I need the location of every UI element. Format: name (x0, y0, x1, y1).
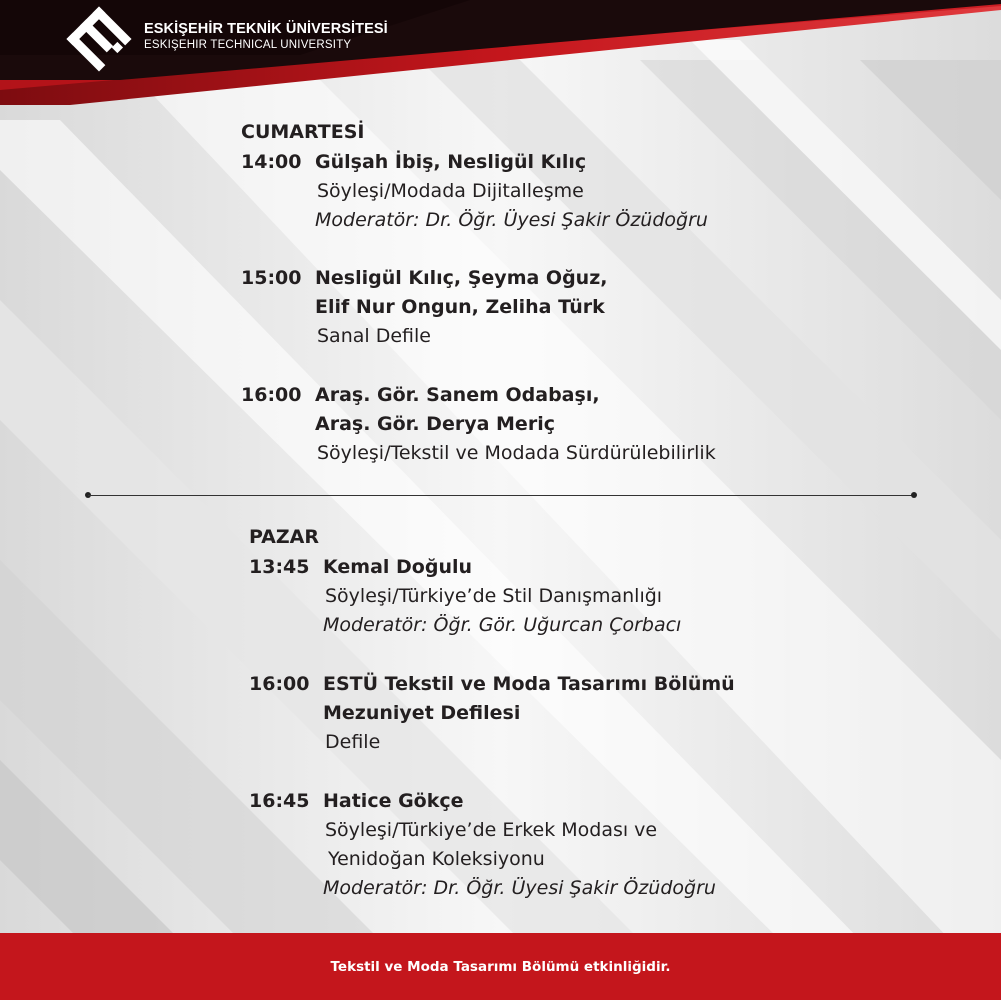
event-moderator: Moderatör: Dr. Öğr. Üyesi Şakir Özüdoğru (315, 209, 708, 231)
event-title: Yenidoğan Koleksiyonu (328, 848, 545, 870)
event-speakers: Elif Nur Ongun, Zeliha Türk (315, 296, 605, 318)
event-speakers: Araş. Gör. Derya Meriç (315, 413, 555, 435)
day-heading-sunday: PAZAR (249, 526, 319, 548)
event-title: Söyleşi/Modada Dijitalleşme (317, 180, 584, 202)
university-logo-icon (66, 6, 132, 72)
section-divider (88, 495, 914, 496)
event-speakers: Kemal Doğulu (323, 556, 473, 578)
event-speakers: ESTÜ Tekstil ve Moda Tasarımı Bölümü (323, 673, 735, 695)
event-moderator: Moderatör: Öğr. Gör. Uğurcan Çorbacı (323, 614, 682, 636)
event-moderator: Moderatör: Dr. Öğr. Üyesi Şakir Özüdoğru (323, 877, 716, 899)
event-time: 15:00 (241, 267, 302, 289)
event-title: Söyleşi/Türkiye’de Stil Danışmanlığı (325, 585, 663, 607)
event-title: Söyleşi/Türkiye’de Erkek Modası ve (325, 819, 658, 841)
event-speakers: Nesligül Kılıç, Şeyma Oğuz, (315, 267, 608, 289)
event-time: 14:00 (241, 151, 302, 173)
event-title: Söyleşi/Tekstil ve Modada Sürdürülebilirlik (317, 442, 716, 464)
university-name (144, 21, 388, 53)
event-speakers: Mezuniyet Defilesi (323, 702, 521, 724)
event-time: 13:45 (249, 556, 310, 578)
event-speakers: Gülşah İbiş, Nesligül Kılıç (315, 151, 587, 173)
event-title: Sanal Defile (317, 325, 431, 347)
event-time: 16:00 (249, 673, 310, 695)
day-heading-saturday: CUMARTESİ (241, 121, 365, 143)
university-name-tr: ESKİŞEHİR TEKNİK ÜNİVERSİTESİ (144, 21, 388, 37)
event-title: Defile (325, 731, 381, 753)
university-name-en: ESKIŞEHIR TECHNICAL UNIVERSITY (144, 39, 352, 51)
event-time: 16:45 (249, 790, 310, 812)
event-time: 16:00 (241, 384, 302, 406)
footer-banner (0, 933, 1001, 1000)
event-speakers: Araş. Gör. Sanem Odabaşı, (315, 384, 600, 406)
event-speakers: Hatice Gökçe (323, 790, 464, 812)
footer-text: Tekstil ve Moda Tasarımı Bölümü etkinliğidir. (330, 958, 671, 975)
divider-dot-right (911, 492, 917, 498)
